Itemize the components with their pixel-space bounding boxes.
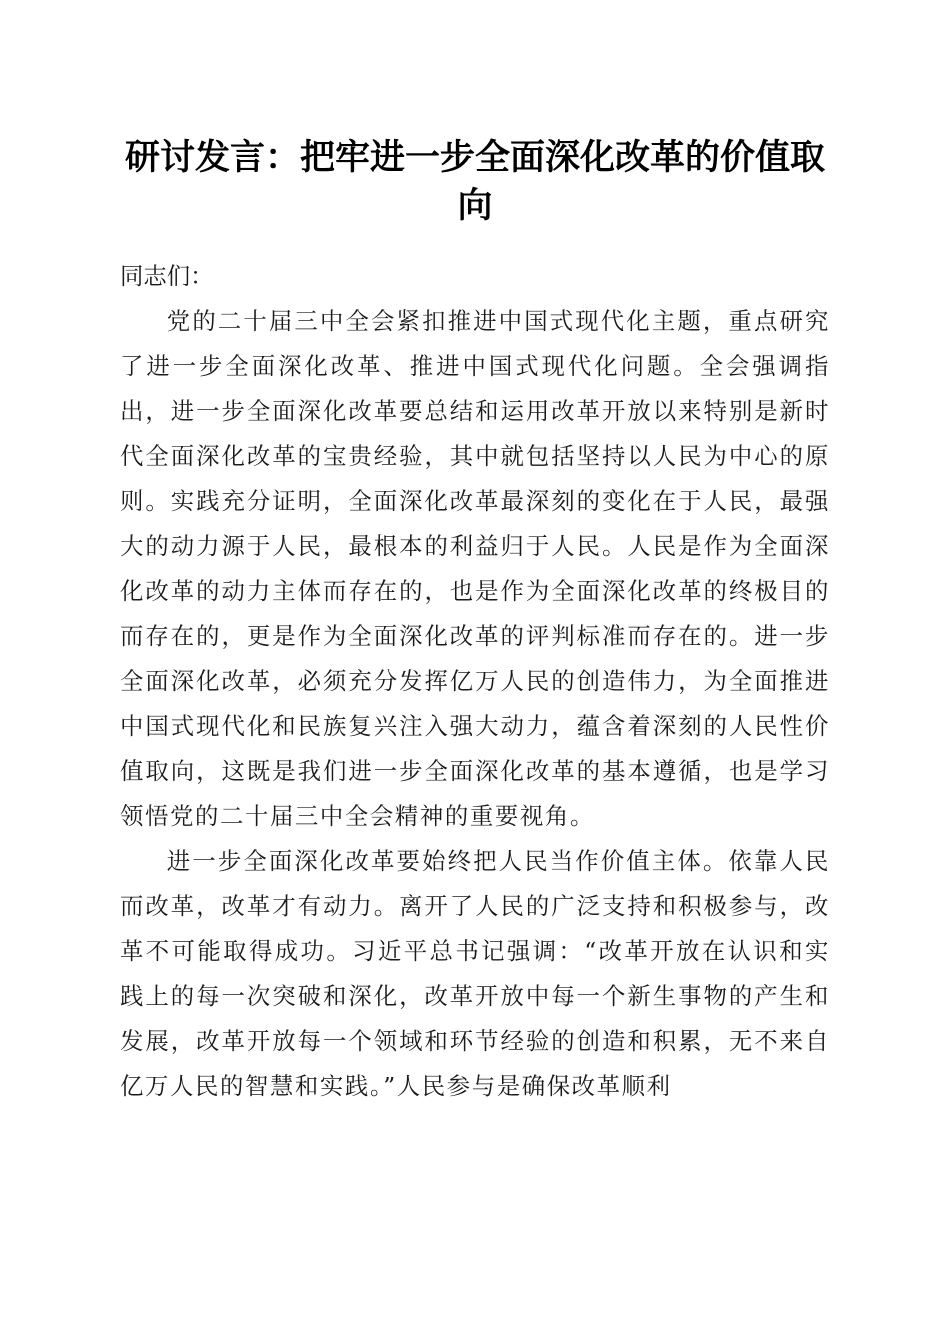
salutation: 同志们： <box>120 262 214 290</box>
paragraph: 党的二十届三中全会紧扣推进中国式现代化主题，重点研究了进一步全面深化改革、推进中国式现代化问题。全会强调指出，进一步全面深化改革要总结和运用改革开放以来特别是新时代全面深化改革的宝贵经验，其中就包括坚持以人民为中心的原则。实践充分证明，全面深化改革最深刻的变化在于人民，最强大的动力源于人民，最根本的利益归于人民。人民是作为全面深化改革的动力主体而存在的，也是作为全面深化改革的终极目的而存在的，更是作为全面深化改革的评判标准而存在的。进一步全面深化改革，必须充分发挥亿万人民的创造伟力，为全面推进中国式现代化和民族复兴注入强大动力，蕴含着深刻的人民性价值取向，这既是我们进一步全面深化改革的基本遵循，也是学习领悟党的二十届三中全会精神的重要视角。 <box>120 307 830 830</box>
document-body <box>120 254 830 1109</box>
document-title: 研讨发言：把牢进一步全面深化改革的价值取向 <box>124 137 825 226</box>
paragraph: 进一步全面深化改革要始终把人民当作价值主体。依靠人民而改革，改革才有动力。离开了人民的广泛支持和积极参与，改革不可能取得成功。习近平总书记强调：“改革开放在认识和实践上的每一次突破和深化，改革开放中每一个新生事物的产生和发展，改革开放每一个领域和环节经验的创造和积累，无不来自亿万人民的智慧和实践。”人民参与是确保改革顺利 <box>120 847 830 1100</box>
